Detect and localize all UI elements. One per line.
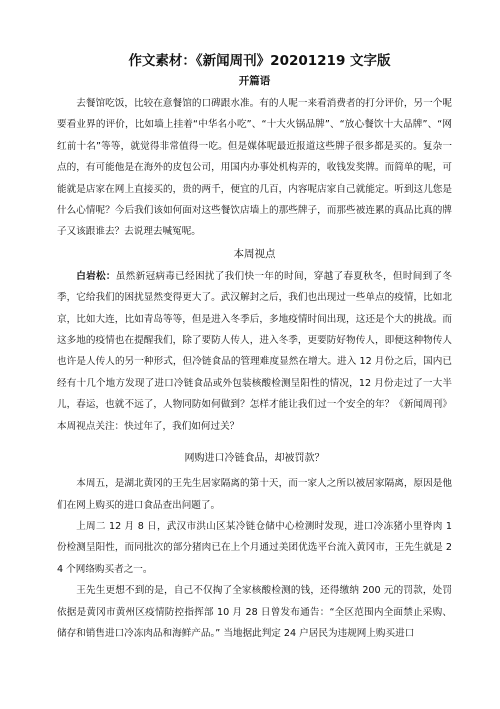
section2-heading: 网购进口冷链食品，却被罚款？ <box>184 453 325 465</box>
section1-heading: 本周视点 <box>233 247 276 260</box>
document-title: 作文素材：《新闻周刊》20201219 文字版 <box>128 53 391 69</box>
section1-paragraph <box>57 266 452 437</box>
opening-paragraph: 去餐馆吃饭，比较在意餐馆的口碑跟水准。有的人呢一来看消费者的打分评价，另一个呢要看业界的评价，比如墙上挂着“中华名小吃”、“十大火锅品牌”、“放心餐饮十大品牌”、“网红前十名”等等，就觉得非常值得一吃。但是媒体呢最近报道这些牌子很多都是买的。复杂一点的，有可能他是在海外的皮包公司，用国内办事处机构弄的，收钱发奖牌。而简单的呢，可能就是店家在网上直接买的，贵的两千，便宜的几百，内容呢店家自己就能定。听到这儿您是什么心情呢？今后我们该如何面对这些餐饮店墙上的那些牌子，而那些被连累的真品比真的牌子又该跟谁去？去说理去喊冤呢。 <box>57 98 452 238</box>
section2-paragraph-2: 上周二 12 月 8 日，武汉市洪山区某冷链仓储中心检测时发现，进口冷冻猪小里脊肉 1 份检测呈阳性，而同批次的部分猪肉已在上个月通过美团优选平台流入黄冈市，王先生就是 24 个网络购买者之一。 <box>57 520 452 575</box>
section-spacer <box>57 437 452 451</box>
section1-speaker: 白岩松： <box>76 270 116 282</box>
section2-paragraph-3: 王先生更想不到的是，自己不仅掏了全家核酸检测的钱，还得缴纳 200 元的罚款，处罚依据是黄冈市黄州区疫情防控指挥部 10 月 28 日曾发布通告：“全区范围内全面禁止采购、储存和销售进口冷冻肉品和海鲜产品。” 当地据此判定 24 户居民为违规网上购买进口 <box>57 585 452 639</box>
opening-heading: 开篇语 <box>238 75 271 87</box>
section1-text: 虽然新冠病毒已经困扰了我们快一年的时间，穿越了春夏秋冬，但时间到了冬季，它给我们的困扰显然变得更大了。武汉解封之后，我们也出现过一些单点的疫情，比如北京，比如大连，比如青岛等等，但是进入冬季后，多地疫情时间出现，这还是个大的挑战。而这多地的疫情也在提醒我们，除了要防人传人，进入冬季，更要防好物传人，即便这种物传人也许是人传人的另一种形式，但冷链食品的管理难度显然在增大。进入 12 月份之后，国内已经有十几个地方发现了进口冷链食品或外包装核酸检测呈阳性的情况，12 月份走过了一大半儿，春运，也就不远了，人物同防如何做到？怎样才能让我们过一个安全的年？《新闻周刊》本周视点关注：快过年了，我们如何过关？ <box>57 270 453 432</box>
section2-paragraph-1: 本周五，是湖北黄冈的王先生居家隔离的第十天，而一家人之所以被居家隔离，原因是他们在网上购买的进口食品查出问题了。 <box>57 478 452 511</box>
